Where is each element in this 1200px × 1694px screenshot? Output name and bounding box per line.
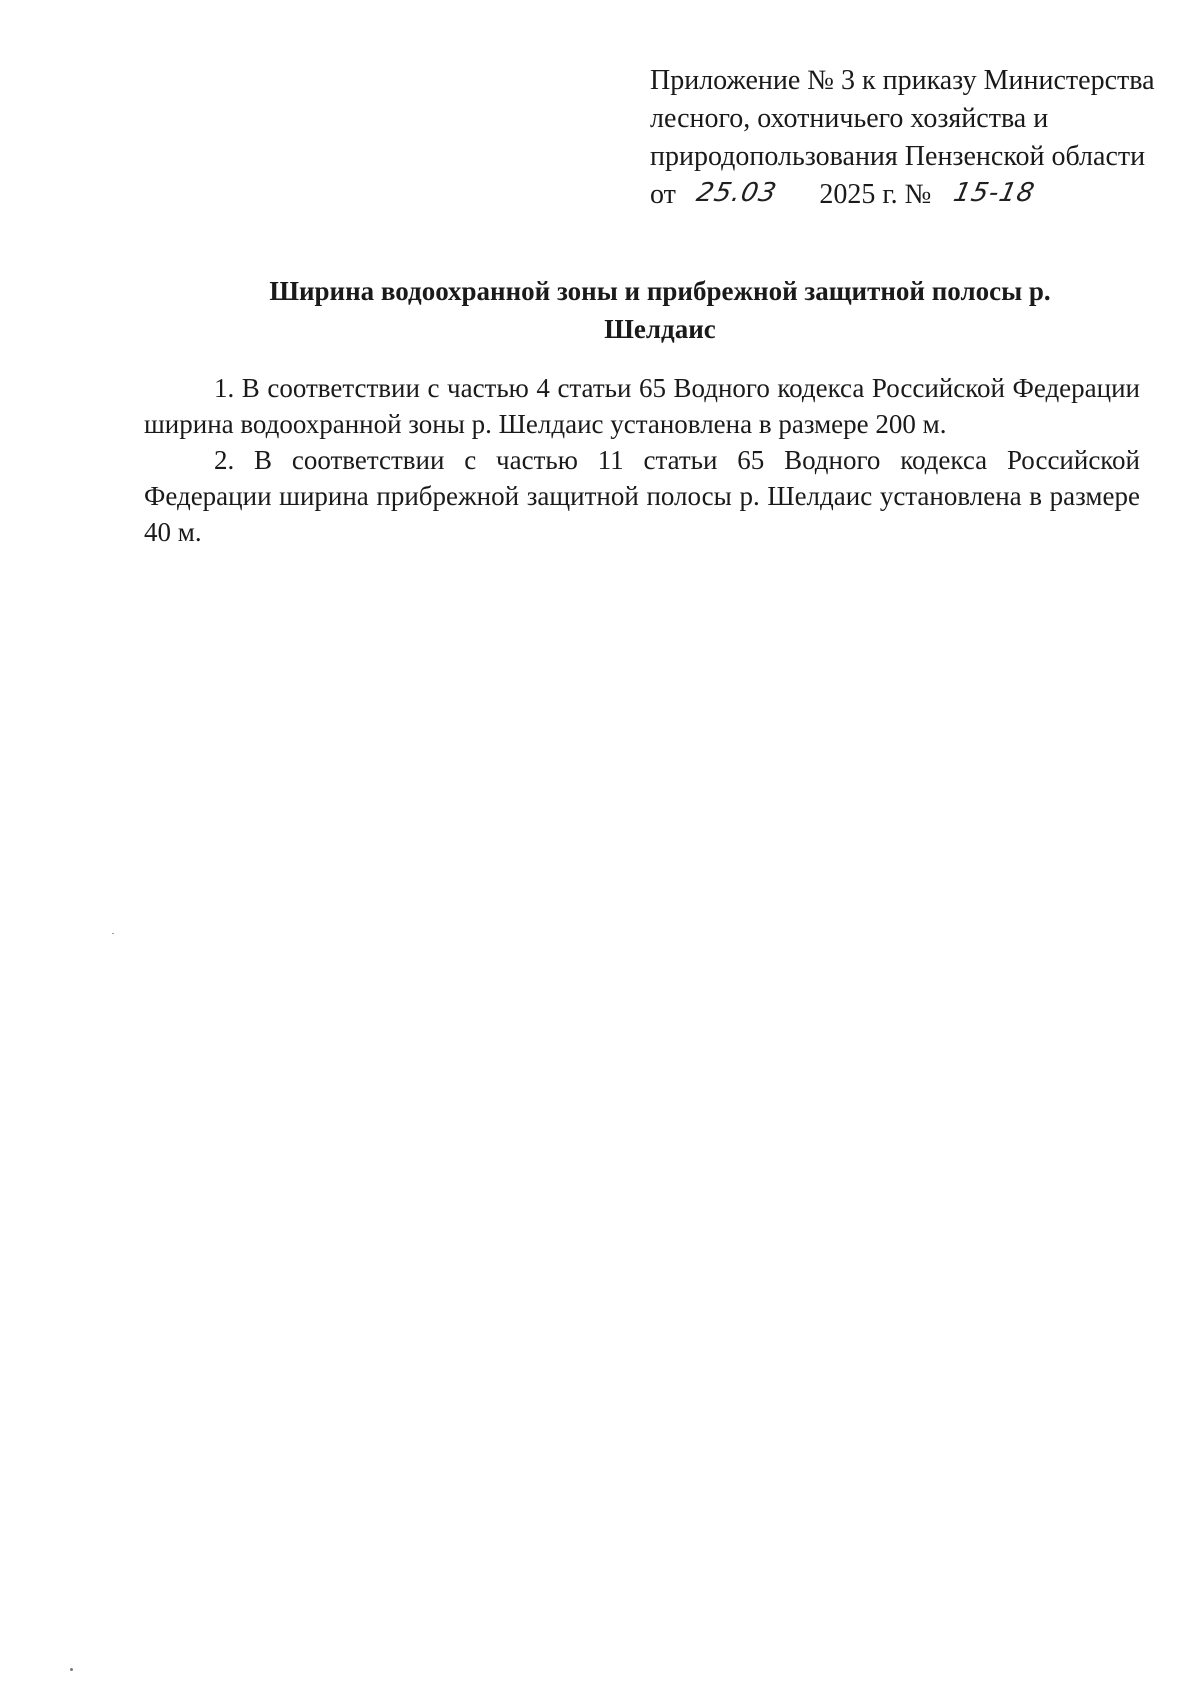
- annex-line-1: Приложение № 3 к приказу Министерства: [650, 65, 1155, 96]
- annex-reference: [650, 62, 1170, 214]
- handwritten-date: 25.03: [693, 178, 780, 208]
- annex-year-number-label: 2025 г. №: [819, 179, 932, 210]
- paragraph-1: 1. В соответствии с частью 4 статьи 65 Водного кодекса Российской Федерации ширина водоохранной зоны р. Шелдаис установлена в размере 200 м.: [144, 373, 1140, 439]
- document-body: [144, 370, 1140, 550]
- scan-speck: [112, 933, 114, 934]
- scan-speck: [70, 1668, 73, 1671]
- annex-line-4: [650, 176, 1170, 214]
- handwritten-order-number: 15-18: [951, 178, 1039, 208]
- document-title: Ширина водоохранной зоны и прибрежной защитной полосы р. Шелдаис: [269, 276, 1051, 344]
- annex-line-2: лесного, охотничьего хозяйства и: [650, 103, 1049, 134]
- annex-from-prefix: от: [650, 179, 676, 210]
- annex-line-3: природопользования Пензенской области: [650, 141, 1146, 172]
- paragraph-2: 2. В соответствии с частью 11 статьи 65 Водного кодекса Российской Федерации ширина прибрежной защитной полосы р. Шелдаис установлена в размере 40 м.: [144, 445, 1140, 547]
